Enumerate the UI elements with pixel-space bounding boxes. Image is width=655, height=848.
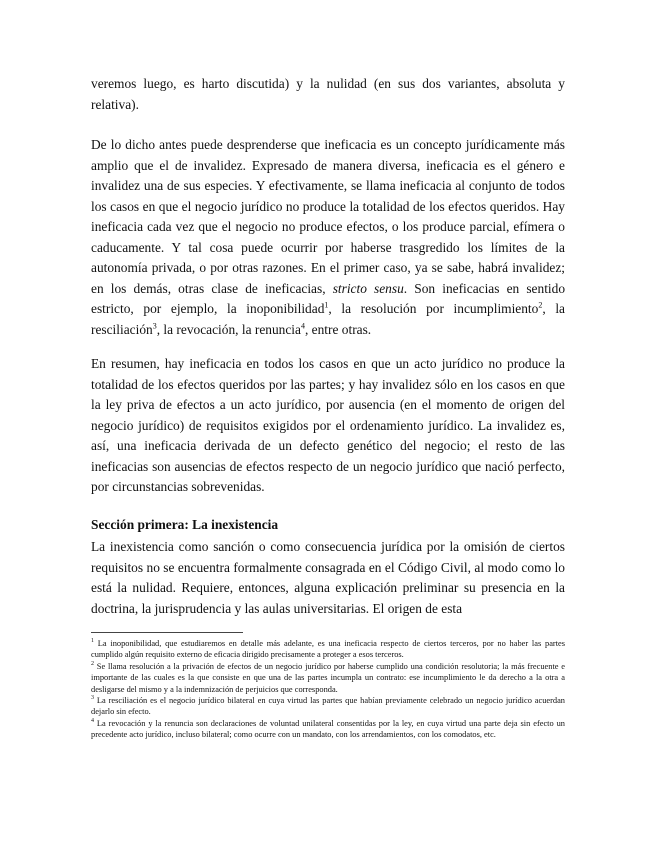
paragraph-continuation: veremos luego, es harto discutida) y la nulidad (en sus dos variantes, absoluta y relativa). bbox=[91, 76, 565, 112]
footnote-ref-2[interactable]: 2 bbox=[538, 300, 543, 310]
footnotes bbox=[91, 638, 565, 741]
section-heading: Sección primera: La inexistencia bbox=[91, 517, 279, 532]
footnote-divider bbox=[91, 632, 243, 633]
paragraph-summary: En resumen, hay ineficacia en todos los casos en que un acto jurídico no produce la totalidad de los efectos queridos por las partes; y hay invalidez sólo en los casos en que la ley priva de efectos a un acto jurídico, por ausencia (en el momento de origen del negocio jurídico) de requisitos exigidos por el ordenamiento jurídico. La invalidez es, así, una ineficacia derivada de un defecto genético del negocio; el resto de las ineficacias son ausencias de efectos respecto de un negocio jurídico que nació perfecto, por circunstancias sobrevenidas. bbox=[91, 356, 565, 494]
footnote-1 bbox=[91, 638, 565, 661]
italic-term: stricto sensu bbox=[332, 280, 404, 296]
footnote-4 bbox=[91, 718, 565, 741]
footnote-text: Se llama resolución a la privación de efectos de un negocio jurídico por haberse cumplido una condición resolutoria; la más frecuente e importante de las cuales es la que consiste en que una de las partes incumpla un contrato: ese incumplimiento le da derecho a la otra a desligarse del mismo y a la indemnización de perjuicios que corresponda. bbox=[91, 661, 566, 694]
footnote-3 bbox=[91, 695, 565, 718]
footnote-text: La inoponibilidad, que estudiaremos en detalle más adelante, es una ineficacia respecto de ciertos terceros, por no haber las partes cumplido algún requisito externo de eficacia dirigido precisamente a proteger a esos terceros. bbox=[91, 639, 566, 660]
footnote-number: 1 bbox=[91, 638, 94, 645]
paragraph-text: , la resolución por incumplimiento bbox=[328, 301, 539, 316]
footnote-ref-3[interactable]: 3 bbox=[152, 321, 157, 331]
paragraph-ineficacia-concept bbox=[91, 135, 565, 340]
footnote-number: 3 bbox=[91, 695, 94, 702]
paragraph-text: . Son ineficacias en sentido estricto, por ejemplo, la inoponibilidad bbox=[91, 280, 566, 316]
paragraph-inexistencia: La inexistencia como sanción o como consecuencia jurídica por la omisión de ciertos requisitos no se encuentra formalmente consagrada en el Código Civil, al modo como lo está la nulidad. Requiere, entonces, alguna explicación preliminar su presencia en la doctrina, la jurisprudencia y las aulas universitarias. El origen de esta bbox=[91, 539, 565, 616]
footnote-text: La resciliación es el negocio jurídico bilateral en cuya virtud las partes que habían previamente celebrado un negocio jurídico acuerdan dejarlo sin efecto. bbox=[91, 696, 565, 717]
footnote-ref-1[interactable]: 1 bbox=[324, 300, 329, 310]
footnote-number: 4 bbox=[91, 718, 94, 725]
paragraph-text: De lo dicho antes puede desprenderse que ineficacia es un concepto jurídicamente más amplio que el de invalidez. Expresado de manera diversa, ineficacia es el género e invalidez una de sus especies. Y efectivamente, se llama ineficacia al conjunto de todos los casos en que el negocio jurídico no produce la totalidad de los efectos queridos. Hay ineficacia cada vez que el negocio no produce efectos, o los produce parcial, efímera o caducamente. Y tal cosa puede ocurrir por haberse trasgredido los límites de la autonomía privada, o por otras razones. En el primer caso, ya se sabe, habrá invalidez; en los demás, otras clase de ineficacias, bbox=[91, 137, 565, 296]
paragraph-text: , la resciliación bbox=[91, 301, 566, 337]
paragraph-text: , la revocación, la renuncia bbox=[156, 321, 301, 337]
footnote-ref-4[interactable]: 4 bbox=[300, 321, 305, 331]
footnote-2 bbox=[91, 661, 565, 695]
paragraph-text: , entre otras. bbox=[304, 321, 372, 337]
footnote-text: La revocación y la renuncia son declaraciones de voluntad unilateral consentidas por la ley, en cuya virtud una parte deja sin efecto un precedente acto jurídico, incluso bilateral; como ocurre con un mandato, con los arrendamientos, con los comodatos, etc. bbox=[91, 718, 565, 740]
footnote-number: 2 bbox=[91, 661, 94, 668]
